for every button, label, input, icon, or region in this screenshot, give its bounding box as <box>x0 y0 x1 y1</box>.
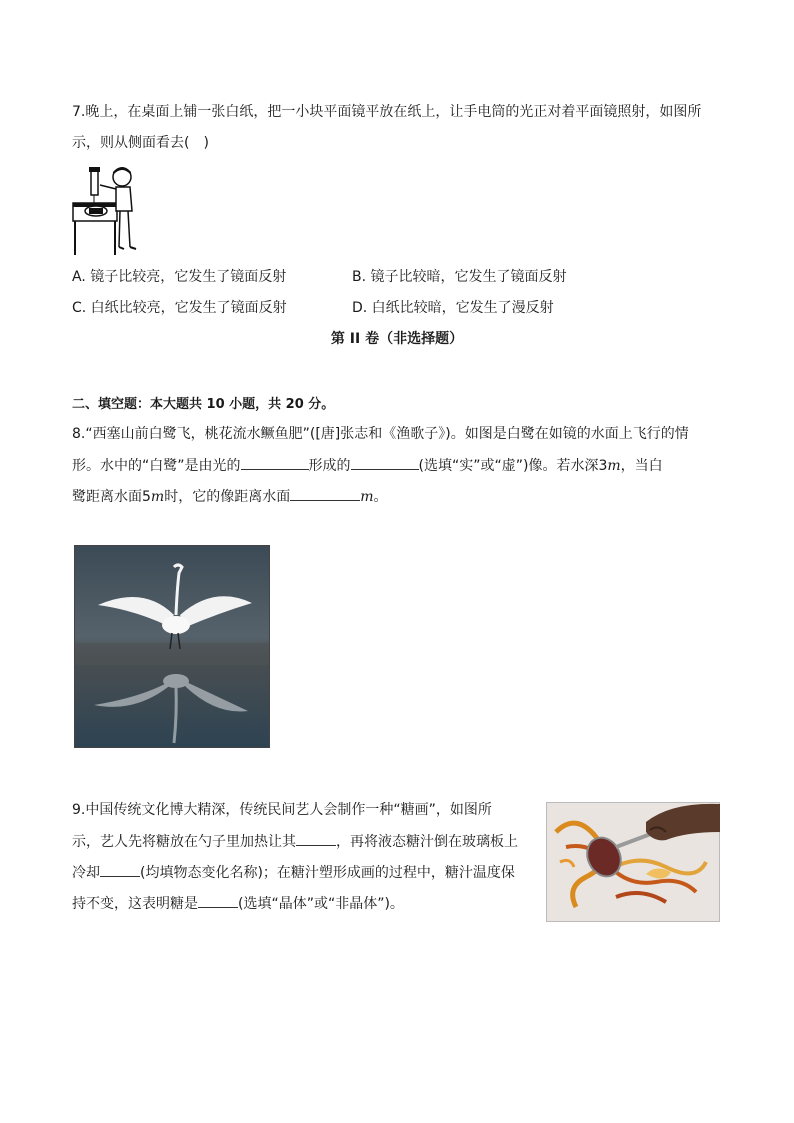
sugar-painting-photo <box>546 802 720 922</box>
q8-text-c: (选填“实”或“虚”)像。若水深3 <box>418 458 608 474</box>
q7-option-b: B. 镜子比较暗，它发生了镜面反射 <box>352 269 567 285</box>
q7-option-c: C. 白纸比较亮，它发生了镜面反射 <box>72 300 287 316</box>
flashlight-mirror-illustration <box>72 163 148 257</box>
part-2-title: 第 II 卷（非选择题） <box>330 331 464 347</box>
q9-text-f: (选填“晶体”或“非晶体”)。 <box>238 896 404 912</box>
q9-line-4 <box>72 893 404 914</box>
q8-blank-1[interactable] <box>241 455 309 470</box>
q9-text-e: 持不变，这表明糖是 <box>72 896 198 912</box>
section-2-heading: 二、填空题：本大题共 10 小题，共 20 分。 <box>72 397 335 412</box>
q8-blank-2[interactable] <box>351 455 419 470</box>
q9-line-1: 9.中国传统文化博大精深，传统民间艺人会制作一种“糖画”，如图所 <box>72 802 492 818</box>
q7-option-d: D. 白纸比较暗，它发生了漫反射 <box>352 300 554 316</box>
q7-option-a: A. 镜子比较亮，它发生了镜面反射 <box>72 269 287 285</box>
q9-line-3 <box>72 862 515 883</box>
q9-text-b: ，再将液态糖汁倒在玻璃板上 <box>336 834 518 850</box>
q8-unit-3: m <box>360 489 374 505</box>
q7-line-1: 7.晚上，在桌面上铺一张白纸，把一小块平面镜平放在纸上，让手电筒的光正对着平面镜照射，如图所 <box>72 104 702 120</box>
q8-text-f: 时，它的像距离水面 <box>164 489 291 505</box>
q8-text-g: 。 <box>373 489 388 505</box>
q8-line-1: 8.“西塞山前白鹭飞，桃花流水鳜鱼肥”([唐]张志和《渔歌子》)。如图是白鹭在如镜的水面上飞行的情 <box>72 426 689 442</box>
q9-blank-3[interactable] <box>198 893 238 908</box>
q8-text-e: 鹭距离水面5 <box>72 489 151 505</box>
q9-text-d: (均填物态变化名称)；在糖汁塑形成画的过程中，糖汁温度保 <box>140 865 515 881</box>
q8-text-b: 形成的 <box>308 458 351 474</box>
q8-text-d: ，当白 <box>620 458 663 474</box>
q8-line-2 <box>72 455 663 476</box>
q8-blank-3[interactable] <box>290 486 360 501</box>
q8-unit-1: m <box>607 458 621 474</box>
q9-blank-1[interactable] <box>296 831 336 846</box>
q9-text-a: 示，艺人先将糖放在勺子里加热让其 <box>72 834 296 850</box>
q9-blank-2[interactable] <box>100 862 140 877</box>
q9-line-2 <box>72 831 518 852</box>
q8-text-a: 形。水中的“白鹭”是由光的 <box>72 458 241 474</box>
q9-text-c: 冷却 <box>72 865 100 881</box>
q7-line-2: 示，则从侧面看去( ) <box>72 135 209 151</box>
egret-photo <box>74 545 270 748</box>
q8-unit-2: m <box>150 489 165 505</box>
q8-line-3 <box>72 486 387 507</box>
